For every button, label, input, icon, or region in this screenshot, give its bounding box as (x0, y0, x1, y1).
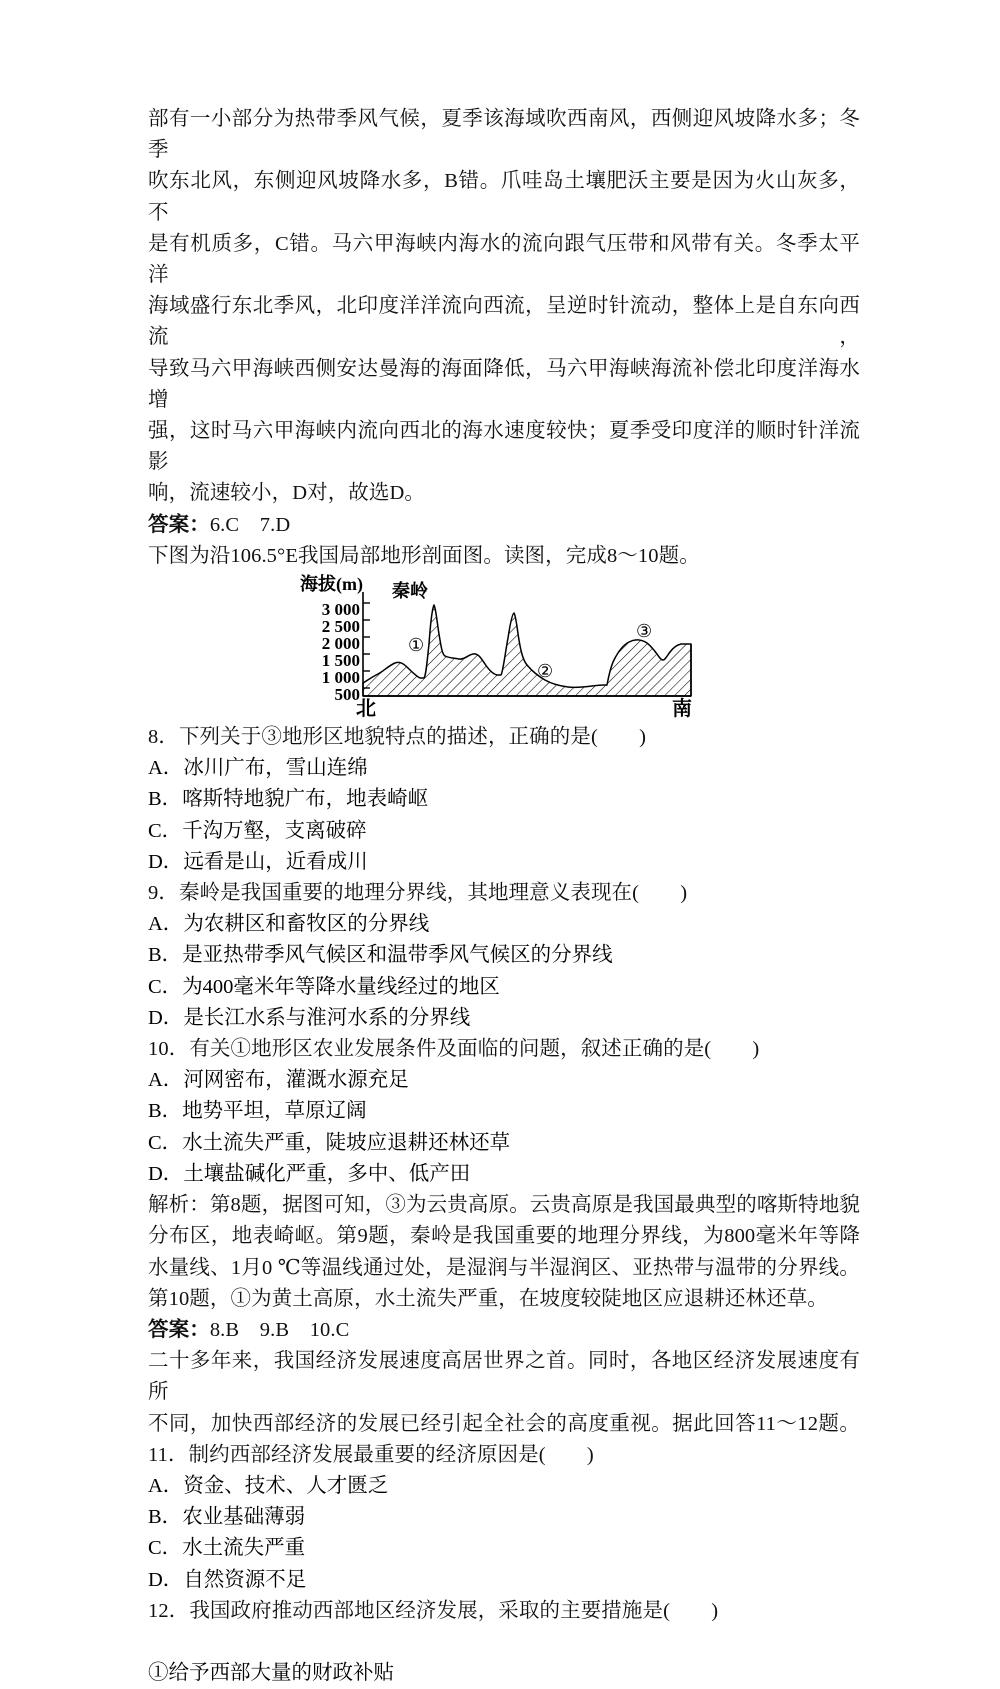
option-text: 自然资源不足 (183, 1568, 307, 1591)
y-tick-500: 500 (334, 685, 360, 705)
explanation-line: 海域盛行东北季风，北印度洋洋流向西流，呈逆时针流动，整体上是自东向西流， (148, 295, 860, 349)
explanation-line: 强，这时马六甲海峡内流向西北的海水速度较快；夏季受印度洋的顺时针洋流影 (148, 420, 860, 474)
option-key: D． (148, 850, 184, 873)
option-text: 给予西部大量的财政补贴 (168, 1661, 394, 1684)
option-text: 冰川广布，雪山连绵 (183, 757, 368, 780)
question-9-stem (148, 878, 860, 909)
option-key: D． (148, 1568, 184, 1591)
analysis-line: 解析：第8题，据图可知，③为云贵高原。云贵高原是我国最典型的喀斯特地貌 (148, 1194, 860, 1217)
question-11-option-c[interactable] (148, 1533, 860, 1564)
option-text: 千沟万壑，支离破碎 (182, 819, 367, 842)
option-key: B． (148, 944, 183, 967)
stem-11-12-line: 不同，加快西部经济的发展已经引起全社会的高度重视。据此回答11～12题。 (148, 1412, 860, 1435)
question-8-text[interactable]: 下列关于③地形区地貌特点的描述，正确的是( ) (178, 726, 647, 749)
question-8-option-b[interactable] (148, 784, 860, 815)
question-9-block (148, 878, 860, 1034)
stem-8-10: 下图为沿106.5°E我国局部地形剖面图。读图，完成8～10题。 (148, 544, 700, 567)
question-8-number: 8． (148, 726, 179, 749)
stem-11-12-line: 二十多年来，我国经济发展速度高居世界之首。同时，各地区经济发展速度有所 (148, 1350, 860, 1404)
question-8-option-c[interactable] (148, 816, 860, 847)
question-10-option-a[interactable] (148, 1065, 860, 1096)
y-tick-2500: 2 500 (321, 617, 360, 637)
question-9-option-b[interactable] (148, 940, 860, 971)
question-10-stem (148, 1034, 860, 1065)
answer-label: 答案： (148, 513, 210, 536)
question-9-text[interactable]: 秦岭是我国重要的地理分界线，其地理意义表现在( ) (178, 882, 688, 905)
qinling-peak-label: 秦岭 (392, 581, 428, 602)
question-10-number: 10． (148, 1038, 190, 1061)
option-key: ① (148, 1661, 169, 1684)
option-key: C． (148, 975, 183, 998)
page-content (148, 104, 860, 1689)
direction-label-north: 北 (356, 698, 376, 721)
region-marker-2: ② (537, 661, 554, 682)
question-10-option-c[interactable] (148, 1128, 860, 1159)
option-text: 喀斯特地貌广布，地表崎岖 (182, 788, 429, 811)
question-11-text[interactable]: 制约西部经济发展最重要的经济原因是( ) (188, 1443, 594, 1466)
option-text: 农业基础薄弱 (182, 1506, 306, 1529)
question-11-option-b[interactable] (148, 1502, 860, 1533)
question-8-option-d[interactable] (148, 847, 860, 878)
option-key: D． (148, 1006, 184, 1029)
option-key: B． (148, 1100, 183, 1123)
direction-label-south: 南 (672, 698, 692, 721)
question-11-number: 11． (148, 1443, 189, 1466)
option-text: 是长江水系与淮河水系的分界线 (183, 1006, 471, 1029)
explanation-6-7-paragraph (148, 104, 860, 510)
answer-label: 答案： (148, 1318, 210, 1341)
y-tick-1500: 1 500 (321, 651, 360, 671)
option-key: C． (148, 1131, 183, 1154)
analysis-line: 分布区，地表崎岖。第9题，秦岭是我国重要的地理分界线，为800毫米年等降 (148, 1225, 860, 1248)
option-text: 资金、技术、人才匮乏 (183, 1474, 389, 1497)
question-11-block (148, 1440, 860, 1596)
question-9-number: 9． (148, 882, 179, 905)
option-text: 为农耕区和畜牧区的分界线 (183, 913, 430, 936)
option-text: 远看是山，近看成川 (183, 850, 368, 873)
analysis-line: 水量线、1月0 ℃等温线通过处，是湿润与半湿润区、亚热带与温带的分界线。 (148, 1256, 860, 1279)
answer-values: 8.B 9.B 10.C (209, 1318, 350, 1341)
option-key: B． (148, 788, 183, 811)
option-key: D． (148, 1162, 184, 1185)
region-marker-3: ③ (636, 621, 653, 642)
option-text: 为400毫米年等降水量线经过的地区 (182, 975, 500, 998)
question-9-option-c[interactable] (148, 972, 860, 1003)
explanation-line: 吹东北风，东侧迎风坡降水多，B错。爪哇岛土壤肥沃主要是因为火山灰多，不 (148, 170, 860, 224)
question-8-option-a[interactable] (148, 753, 860, 784)
question-11-option-a[interactable] (148, 1471, 860, 1502)
y-tick-3000: 3 000 (321, 600, 360, 620)
analysis-line: 第10题，①为黄土高原，水土流失严重，在坡度较陡地区应退耕还林还草。 (148, 1287, 828, 1310)
question-12-stem (148, 1596, 860, 1627)
option-text: 水土流失严重，陡坡应退耕还林还草 (182, 1131, 511, 1154)
y-tick-1000: 1 000 (321, 668, 360, 688)
analysis-8-10-block (148, 1190, 860, 1315)
answer-8-10 (148, 1315, 860, 1346)
question-8-block (148, 722, 860, 878)
y-tick-2000: 2 000 (321, 634, 360, 654)
option-key: A． (148, 1474, 184, 1497)
question-10-text[interactable]: 有关①地形区农业发展条件及面临的问题，叙述正确的是( ) (189, 1038, 760, 1061)
stem-11-12-block (148, 1346, 860, 1440)
figure-container (148, 574, 860, 722)
question-12-option-1[interactable] (148, 1658, 860, 1689)
region-marker-1: ① (408, 635, 425, 656)
terrain-profile-figure (300, 574, 700, 722)
question-11-option-d[interactable] (148, 1565, 860, 1596)
option-key: A． (148, 913, 184, 936)
question-8-stem (148, 722, 860, 753)
question-12-block (148, 1596, 860, 1689)
option-text: 河网密布，灌溉水源充足 (183, 1069, 409, 1092)
answer-values: 6.C 7.D (209, 513, 291, 536)
explanation-line: 响，流速较小，D对，故选D。 (148, 482, 426, 505)
option-text: 水土流失严重 (182, 1537, 306, 1560)
question-11-stem (148, 1440, 860, 1471)
option-key: B． (148, 1506, 183, 1529)
y-axis-title: 海拔(m) (300, 574, 363, 595)
option-key: A． (148, 757, 184, 780)
question-10-option-d[interactable] (148, 1159, 860, 1190)
option-text: 土壤盐碱化严重，多中、低产田 (183, 1162, 471, 1185)
question-9-option-a[interactable] (148, 909, 860, 940)
question-12-text[interactable]: 我国政府推动西部地区经济发展，采取的主要措施是( ) (189, 1599, 719, 1622)
answer-6-7 (148, 510, 860, 541)
question-9-option-d[interactable] (148, 1003, 860, 1034)
option-key: A． (148, 1069, 184, 1092)
option-text: 地势平坦，草原辽阔 (182, 1100, 367, 1123)
option-key: C． (148, 1537, 183, 1560)
explanation-line: 部有一小部分为热带季风气候，夏季该海域吹西南风，西侧迎风坡降水多；冬季 (148, 108, 860, 162)
option-key: C． (148, 819, 183, 842)
question-12-number: 12． (148, 1599, 190, 1622)
explanation-line: 是有机质多，C错。马六甲海峡内海水的流向跟气压带和风带有关。冬季太平洋 (148, 232, 860, 287)
question-10-block (148, 1034, 860, 1190)
option-text: 是亚热带季风气候区和温带季风气候区的分界线 (182, 944, 613, 967)
explanation-line: 导致马六甲海峡西侧安达曼海的海面降低，马六甲海峡海流补偿北印度洋海水增 (148, 357, 860, 411)
question-10-option-b[interactable] (148, 1096, 860, 1127)
